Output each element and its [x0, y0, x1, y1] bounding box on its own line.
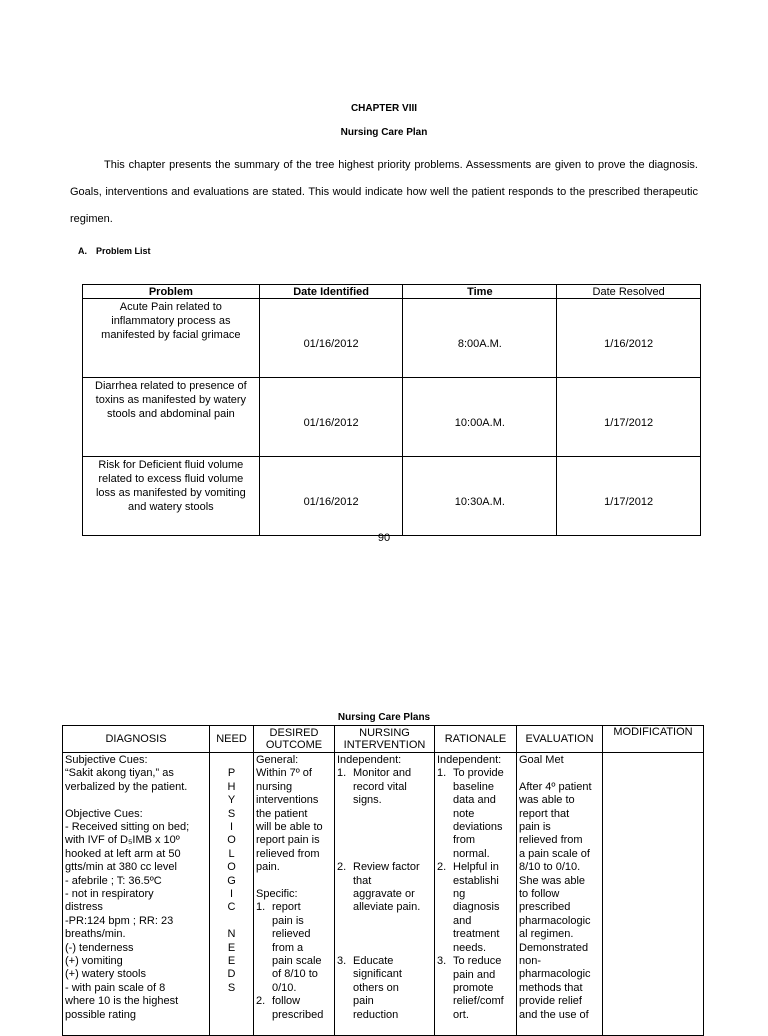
- list-text: Educate: [353, 954, 394, 967]
- text-line: [256, 942, 332, 955]
- text-line: [337, 834, 432, 847]
- list-text: To reduce: [453, 955, 502, 968]
- list-text: others on: [353, 981, 399, 994]
- text-line: [437, 942, 514, 955]
- problem-text-line: manifested by facial grimace: [101, 329, 241, 341]
- list-text: from: [453, 834, 475, 847]
- text-line: [437, 928, 514, 941]
- text-line: [256, 875, 332, 888]
- text-line: [437, 808, 514, 821]
- problem-list-table: [82, 284, 701, 536]
- text-line: where 10 is the highest: [65, 995, 179, 1008]
- list-number: [256, 928, 272, 941]
- text-line: [256, 915, 332, 928]
- problem-cell: [83, 299, 260, 378]
- list-number: [437, 875, 453, 888]
- text-line: [437, 794, 514, 807]
- text-line: the patient: [256, 807, 308, 820]
- rationale-cell: [435, 753, 517, 1036]
- text-line: Independent:: [337, 754, 402, 766]
- text-line: [212, 754, 251, 767]
- problem-cell: [83, 378, 260, 457]
- text-line: General:: [256, 754, 299, 766]
- list-number: [437, 928, 453, 941]
- list-text: from a: [272, 941, 304, 954]
- list-number: [337, 875, 353, 888]
- text-line: [437, 915, 514, 928]
- text-line: - with pain scale of 8: [65, 981, 166, 994]
- text-line: NURSING: [359, 727, 410, 739]
- list-number: 3.: [437, 955, 447, 968]
- text-line: E: [227, 955, 236, 968]
- text-line: [337, 928, 432, 941]
- list-number: [437, 821, 453, 834]
- list-number: [337, 1009, 353, 1022]
- text-line: non-: [519, 955, 542, 968]
- text-line: [337, 875, 432, 888]
- text-line: [256, 901, 332, 914]
- text-line: INTERVENTION: [343, 739, 426, 751]
- text-line: (+) vomiting: [65, 955, 123, 968]
- text-line: relieved from: [256, 847, 320, 860]
- list-number: [437, 982, 453, 995]
- text-line: Subjective Cues:: [65, 754, 148, 766]
- list-number: [437, 901, 453, 914]
- list-number: [256, 982, 272, 995]
- problem-text-line: inflammatory process as: [111, 315, 231, 327]
- time-cell: 10:00A.M.: [403, 378, 557, 457]
- text-line: pain is: [519, 821, 551, 834]
- date-resolved-cell: 1/17/2012: [557, 457, 701, 536]
- date-identified-cell: 01/16/2012: [259, 378, 403, 457]
- list-text: ort.: [453, 1008, 469, 1021]
- header-date-resolved: Date Resolved: [557, 285, 701, 299]
- evaluation-cell: [517, 753, 603, 1036]
- text-line: DIAGNOSIS: [105, 733, 167, 745]
- list-text: that: [353, 874, 372, 887]
- problem-text-line: Risk for Deficient fluid volume: [98, 459, 244, 471]
- list-text: promote: [453, 981, 494, 994]
- list-text: Monitor and: [353, 767, 412, 780]
- text-line: [437, 848, 514, 861]
- text-line: [337, 781, 432, 794]
- list-text: signs.: [353, 794, 382, 807]
- text-line: possible rating: [65, 1008, 136, 1021]
- text-line: [437, 982, 514, 995]
- text-line: -PR:124 bpm ; RR: 23: [65, 914, 174, 927]
- list-text: Review factor: [353, 861, 420, 874]
- text-line: distress: [65, 901, 103, 914]
- text-line: [437, 995, 514, 1008]
- text-line: N: [227, 928, 236, 941]
- list-text: establishi: [453, 874, 499, 887]
- list-text: pain scale: [272, 955, 322, 968]
- text-line: [437, 955, 514, 968]
- list-number: 2.: [256, 995, 266, 1008]
- list-number: [437, 794, 453, 807]
- list-text: report: [272, 901, 301, 914]
- text-line: - afebrile ; T: 36.5ºC: [65, 874, 162, 887]
- problem-text-line: Acute Pain related to: [119, 301, 222, 313]
- nursing-care-plan-table: [62, 725, 704, 1036]
- problem-table-header-row: [83, 285, 701, 299]
- problem-text-line: stools and abdominal pain: [106, 408, 235, 420]
- text-line: O: [227, 861, 236, 874]
- diagnosis-cell: [63, 753, 210, 1036]
- problem-text-line: Diarrhea related to presence of: [95, 380, 247, 392]
- text-line: [437, 861, 514, 874]
- text-line: was able to: [519, 794, 575, 807]
- problem-row: [83, 378, 701, 457]
- list-number: [256, 942, 272, 955]
- list-number: [256, 968, 272, 981]
- text-line: H: [227, 780, 236, 793]
- outcome-cell: [254, 753, 335, 1036]
- list-number: [256, 915, 272, 928]
- list-number: [437, 834, 453, 847]
- header-problem: Problem: [83, 285, 260, 299]
- list-text: baseline: [453, 780, 494, 793]
- list-number: [437, 1009, 453, 1022]
- text-line: [437, 1009, 514, 1022]
- list-text: deviations: [453, 821, 503, 834]
- text-line: P: [227, 767, 236, 780]
- text-line: EVALUATION: [525, 733, 594, 745]
- header-need: [210, 726, 254, 753]
- text-line: [337, 821, 432, 834]
- text-line: Goal Met: [519, 754, 564, 766]
- text-line: (-) tenderness: [65, 941, 134, 954]
- text-line: hooked at left arm at 50: [65, 847, 181, 860]
- text-line: O: [227, 834, 236, 847]
- page-number: 90: [377, 532, 391, 544]
- list-number: 1.: [437, 767, 447, 780]
- list-text: pain: [353, 995, 374, 1008]
- text-line: OUTCOME: [265, 739, 323, 751]
- chapter-title: CHAPTER VIII: [350, 103, 418, 114]
- list-text: of 8/10 to: [272, 968, 318, 981]
- text-line: “Sakit akong tiyan,” as: [65, 767, 174, 780]
- text-line: [256, 968, 332, 981]
- list-number: 2.: [437, 861, 447, 874]
- problem-text-line: related to excess fluid volume: [98, 473, 244, 485]
- list-text: pain is: [272, 914, 304, 927]
- text-line: Specific:: [256, 888, 298, 901]
- text-line: report pain is: [256, 834, 320, 847]
- text-line: D: [227, 968, 236, 981]
- text-line: [437, 888, 514, 901]
- text-line: [337, 794, 432, 807]
- list-text: normal.: [453, 847, 490, 860]
- text-line: verbalized by the patient.: [65, 780, 188, 793]
- section-heading-problem-list: [78, 246, 151, 256]
- text-line: (+) watery stools: [65, 968, 146, 981]
- problem-text-line: loss as manifested by vomiting: [95, 487, 246, 499]
- list-number: [256, 1009, 272, 1022]
- text-line: pharmacologic: [519, 914, 591, 927]
- text-line: [519, 767, 600, 780]
- text-line: [437, 821, 514, 834]
- text-line: [256, 928, 332, 941]
- text-line: pharmacologic: [519, 968, 591, 981]
- text-line: prescribed: [519, 901, 571, 914]
- problem-text-line: toxins as manifested by watery: [95, 394, 247, 406]
- list-number: 1.: [256, 901, 266, 914]
- list-number: [437, 848, 453, 861]
- text-line: will be able to: [256, 821, 323, 834]
- text-line: S: [227, 807, 236, 820]
- text-line: [256, 1009, 332, 1022]
- text-line: Y: [227, 794, 236, 807]
- text-line: nursing: [256, 780, 293, 793]
- text-line: [437, 875, 514, 888]
- text-line: [437, 969, 514, 982]
- list-text: pain and: [453, 968, 496, 981]
- text-line: - not in respiratory: [65, 888, 154, 901]
- header-desired-outcome: [254, 726, 335, 753]
- text-line: She was able: [519, 874, 586, 887]
- list-number: 3.: [337, 954, 347, 967]
- list-number: [437, 969, 453, 982]
- text-line: After 4º patient: [519, 780, 592, 793]
- text-line: [437, 901, 514, 914]
- list-text: needs.: [453, 941, 487, 954]
- text-line: [337, 968, 432, 981]
- intro-paragraph: [70, 152, 698, 233]
- time-cell: 8:00A.M.: [403, 299, 557, 378]
- text-line: [337, 888, 432, 901]
- list-number: [337, 901, 353, 914]
- list-number: [437, 808, 453, 821]
- text-line: [337, 995, 432, 1008]
- list-text: record vital: [353, 780, 407, 793]
- date-resolved-cell: 1/17/2012: [557, 378, 701, 457]
- text-line: DESIRED: [269, 727, 319, 739]
- text-line: a pain scale of: [519, 847, 590, 860]
- date-resolved-cell: 1/16/2012: [557, 299, 701, 378]
- list-number: [337, 781, 353, 794]
- text-line: interventions: [256, 794, 319, 807]
- section-title: Problem List: [96, 246, 151, 256]
- text-line: report that: [519, 807, 570, 820]
- text-line: al regimen.: [519, 928, 574, 941]
- list-text: aggravate or: [353, 888, 415, 900]
- list-text: significant: [353, 968, 402, 981]
- text-line: [437, 834, 514, 847]
- text-line: [65, 794, 207, 807]
- text-line: [337, 848, 432, 861]
- text-line: MODIFICATION: [613, 726, 693, 738]
- problem-text-line: and watery stools: [128, 501, 214, 513]
- text-line: breaths/min.: [65, 928, 126, 941]
- text-line: C: [227, 901, 236, 914]
- text-line: NEED: [216, 733, 247, 745]
- text-line: I: [229, 888, 234, 901]
- care-plan-title: Nursing Care Plans: [337, 712, 431, 723]
- text-line: [337, 861, 432, 874]
- text-line: to follow: [519, 888, 560, 901]
- text-line: [437, 781, 514, 794]
- problem-cell: [83, 457, 260, 536]
- list-number: [256, 955, 272, 968]
- care-plan-row: [63, 753, 704, 1036]
- text-line: [337, 942, 432, 955]
- text-line: I: [229, 821, 234, 834]
- header-nursing-intervention: [335, 726, 435, 753]
- list-number: [337, 968, 353, 981]
- list-text: relieved: [272, 928, 311, 941]
- intervention-cell: [335, 753, 435, 1036]
- text-line: G: [227, 874, 236, 887]
- text-line: [256, 982, 332, 995]
- list-number: [337, 982, 353, 995]
- header-modification: [603, 726, 704, 753]
- list-text: note: [453, 807, 475, 820]
- text-line: [437, 767, 514, 780]
- list-number: [337, 888, 353, 901]
- list-text: To provide: [453, 767, 504, 780]
- list-text: prescribed: [272, 1008, 324, 1021]
- list-number: 1.: [337, 767, 347, 780]
- text-line: Within 7º of: [256, 767, 312, 780]
- text-line: - Received sitting on bed;: [65, 821, 190, 834]
- header-rationale: [435, 726, 517, 753]
- list-text: treatment: [453, 928, 500, 941]
- list-text: diagnosis: [453, 901, 500, 914]
- date-identified-cell: 01/16/2012: [259, 457, 403, 536]
- list-text: alleviate pain.: [353, 901, 421, 914]
- text-line: [337, 808, 432, 821]
- text-line: provide relief: [519, 995, 582, 1008]
- text-line: E: [227, 941, 236, 954]
- list-number: [437, 995, 453, 1008]
- problem-row: [83, 457, 701, 536]
- text-line: and the use of: [519, 1008, 589, 1021]
- text-line: Independent:: [437, 754, 502, 766]
- modification-cell: [603, 753, 704, 1036]
- list-text: follow: [272, 995, 301, 1008]
- text-line: methods that: [519, 981, 583, 994]
- section-label: A.: [78, 246, 87, 256]
- header-diagnosis: [63, 726, 210, 753]
- text-line: relieved from: [519, 834, 583, 847]
- text-line: S: [227, 981, 236, 994]
- list-number: [437, 781, 453, 794]
- text-line: [337, 915, 432, 928]
- text-line: [337, 982, 432, 995]
- problem-row: [83, 299, 701, 378]
- text-line: 8/10 to 0/10.: [519, 861, 581, 874]
- list-number: [437, 942, 453, 955]
- list-number: [337, 794, 353, 807]
- need-cell: [210, 753, 254, 1036]
- text-line: Demonstrated: [519, 941, 589, 954]
- list-number: [437, 888, 453, 901]
- list-text: ng: [453, 888, 466, 901]
- list-number: 2.: [337, 861, 347, 874]
- list-text: data and: [453, 794, 496, 807]
- text-line: [256, 995, 332, 1008]
- problem-table-body: [83, 299, 701, 536]
- care-plan-header-row: [63, 726, 704, 753]
- text-line: with IVF of D₅IMB x 10º: [65, 834, 180, 847]
- text-line: [256, 955, 332, 968]
- text-line: RATIONALE: [444, 733, 507, 745]
- list-number: [437, 915, 453, 928]
- text-line: L: [228, 847, 235, 860]
- list-text: reduction: [353, 1008, 399, 1021]
- list-text: and: [453, 914, 472, 927]
- text-line: [337, 1009, 432, 1022]
- time-cell: 10:30A.M.: [403, 457, 557, 536]
- text-line: [337, 901, 432, 914]
- list-text: relief/comf: [453, 995, 504, 1008]
- text-line: gtts/min at 380 cc level: [65, 861, 177, 874]
- list-number: [337, 995, 353, 1008]
- text-line: [337, 767, 432, 780]
- header-date-identified: Date Identified: [259, 285, 403, 299]
- chapter-subtitle: Nursing Care Plan: [340, 127, 428, 138]
- text-line: Objective Cues:: [65, 807, 143, 820]
- intro-text: This chapter presents the summary of the tree highest priority problems. Assessments are given to prove the diagnosis. Goals, interventions and evaluations are stated. This would indicate how well the patient responds to the prescribed therapeutic regimen.: [70, 159, 698, 225]
- list-text: Helpful in: [453, 861, 499, 874]
- text-line: [212, 915, 251, 928]
- list-text: 0/10.: [272, 981, 297, 994]
- header-time: Time: [403, 285, 557, 299]
- header-evaluation: [517, 726, 603, 753]
- text-line: [337, 955, 432, 968]
- date-identified-cell: 01/16/2012: [259, 299, 403, 378]
- text-line: pain.: [256, 861, 280, 874]
